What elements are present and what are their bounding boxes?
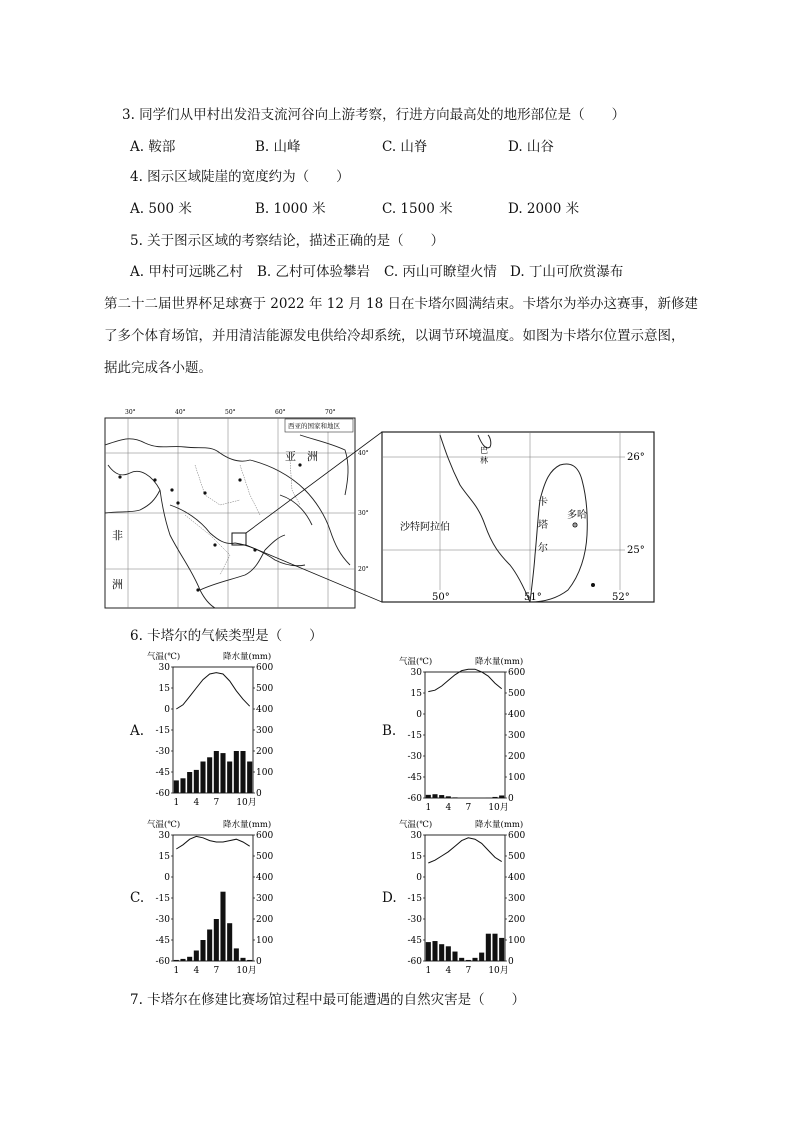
temp-tick-a: -60 (155, 789, 170, 799)
q6-label-a: A. (130, 723, 145, 739)
month-tick-d: 4 (445, 966, 452, 976)
precip-bar-a (240, 751, 245, 793)
temp-tick-d: 0 (416, 873, 422, 883)
temp-axis-title-c: 气温(℃) (147, 820, 181, 830)
plot-frame-b (425, 672, 505, 798)
temp-tick-c: -15 (155, 894, 170, 904)
precip-bar-c (194, 951, 199, 962)
precip-tick-d: 600 (508, 831, 526, 841)
precip-bar-a (207, 757, 212, 793)
temp-tick-c: 0 (164, 873, 170, 883)
temp-tick-d: -60 (407, 957, 422, 967)
temp-tick-b: -45 (407, 773, 422, 783)
lon-tick-70: 70° (325, 409, 336, 416)
climate-chart-a (145, 647, 285, 812)
temp-tick-c: -30 (155, 915, 170, 925)
lon-tick-40: 40° (175, 409, 186, 416)
temp-tick-b: -30 (407, 752, 422, 762)
precip-tick-b: 400 (508, 710, 526, 720)
q5-option-c: C. 丙山可瞭望火情 (384, 264, 497, 280)
climate-chart-b (397, 652, 537, 812)
q6-label-d: D. (382, 890, 397, 906)
month-tick-b: 7 (465, 803, 472, 812)
lat-tick-20: 20° (358, 566, 369, 573)
precip-bar-d (452, 952, 457, 961)
month-tick-a: 7 (213, 798, 220, 808)
temp-tick-d: 30 (410, 831, 422, 841)
precip-tick-c: 200 (256, 915, 274, 925)
temp-tick-d: -15 (407, 894, 422, 904)
temp-tick-d: -45 (407, 936, 422, 946)
q6-label-c: C. (130, 890, 145, 906)
temp-tick-c: -60 (155, 957, 170, 967)
precip-tick-b: 0 (508, 794, 514, 804)
precip-tick-a: 600 (256, 663, 274, 673)
precip-bar-a (247, 762, 252, 794)
month-tick-a: 4 (193, 798, 200, 808)
precip-tick-c: 300 (256, 894, 274, 904)
precip-tick-c: 100 (256, 936, 274, 946)
passage-line-1: 第二十二届世界杯足球赛于 2022 年 12 月 18 日在卡塔尔圆满结束。卡塔尔为举办这赛事，新修建 (104, 296, 698, 312)
precip-bar-d (479, 953, 484, 961)
temp-tick-a: 0 (164, 705, 170, 715)
precip-bar-a (227, 762, 232, 794)
precip-bar-b (452, 797, 457, 798)
q4-option-b: B. 1000 米 (255, 201, 326, 217)
q4-option-d: D. 2000 米 (508, 201, 580, 217)
precip-axis-title-a: 降水量(mm) (223, 652, 272, 662)
q4-option-c: C. 1500 米 (382, 201, 453, 217)
passage-line-2: 了多个体育场馆，并用清洁能源发电供给冷却系统，以调节环境温度。如图为卡塔尔位置示意图， (104, 328, 685, 344)
temp-tick-b: 0 (416, 710, 422, 720)
precip-bar-a (174, 780, 179, 793)
month-tick-a: 1 (173, 798, 180, 808)
precip-bar-b (446, 796, 451, 798)
precip-tick-c: 600 (256, 831, 274, 841)
precip-tick-d: 100 (508, 936, 526, 946)
month-tick-b: 1 (425, 803, 432, 812)
precip-bar-c (187, 957, 192, 961)
inset-lon-51: 51° (524, 592, 542, 603)
precip-bar-d (426, 942, 431, 961)
precip-tick-d: 400 (508, 873, 526, 883)
temp-tick-c: 30 (158, 831, 170, 841)
map-legend: 西亚的国家和地区 (288, 422, 340, 430)
precip-bar-d (439, 944, 444, 961)
q5-option-b: B. 乙村可体验攀岩 (257, 264, 371, 280)
precip-bar-b (439, 795, 444, 798)
precip-bar-d (432, 941, 437, 961)
precip-bar-d (446, 946, 451, 961)
precip-tick-a: 400 (256, 705, 274, 715)
precip-axis-title-b: 降水量(mm) (475, 657, 524, 667)
month-tick-b: 4 (445, 803, 452, 812)
month-tick-d: 10月 (488, 966, 509, 976)
q7-stem: 7. 卡塔尔在修建比赛场馆过程中最可能遭遇的自然灾害是（ ） (130, 992, 526, 1008)
precip-bar-c (234, 948, 239, 961)
q3-option-d: D. 山谷 (508, 139, 554, 155)
temp-tick-b: 15 (410, 689, 422, 699)
temp-tick-a: -45 (155, 768, 170, 778)
precip-tick-b: 500 (508, 689, 526, 699)
temp-tick-a: 30 (158, 663, 170, 673)
precip-bar-a (187, 772, 192, 793)
inset-lon-52: 52° (612, 592, 630, 603)
precip-bar-a (194, 770, 199, 793)
lon-tick-60: 60° (275, 409, 286, 416)
q4-stem: 4. 图示区域陡崖的宽度约为（ ） (130, 169, 350, 185)
precip-bar-a (200, 762, 205, 794)
inset-lat-26: 26° (627, 452, 645, 463)
precip-tick-b: 300 (508, 731, 526, 741)
precip-tick-b: 200 (508, 752, 526, 762)
temp-tick-b: -60 (407, 794, 422, 804)
temp-tick-a: -30 (155, 747, 170, 757)
precip-bar-a (220, 753, 225, 793)
precip-bar-a (214, 751, 219, 793)
inset-saudi-label: 沙特阿拉伯 (400, 522, 450, 533)
precip-bar-c (200, 940, 205, 961)
temp-tick-a: -15 (155, 726, 170, 736)
temp-axis-title-d: 气温(℃) (399, 820, 433, 830)
plot-frame-c (173, 835, 253, 961)
inset-qatar-char-1: 卡 (538, 497, 548, 508)
precip-bar-d (466, 960, 471, 961)
month-tick-a: 10月 (236, 798, 257, 808)
q3-option-c: C. 山脊 (382, 139, 428, 155)
inset-bahrain-1: 巴 (480, 446, 488, 455)
precip-tick-a: 200 (256, 747, 274, 757)
temp-line-d (428, 838, 501, 863)
precip-bar-b (492, 797, 497, 798)
precip-bar-c (220, 892, 225, 961)
qatar-location-map (100, 405, 660, 615)
island-marker (591, 583, 595, 587)
precip-bar-b (426, 795, 431, 798)
inset-doha-label: 多哈 (567, 510, 587, 521)
month-tick-c: 7 (213, 966, 220, 976)
precip-tick-a: 0 (256, 789, 262, 799)
month-tick-b: 10月 (488, 803, 509, 812)
temp-axis-title-b: 气温(℃) (399, 657, 433, 667)
inset-qatar-char-3: 尔 (538, 543, 548, 554)
precip-bar-a (234, 751, 239, 793)
month-tick-d: 7 (465, 966, 472, 976)
precip-tick-d: 500 (508, 852, 526, 862)
precip-tick-a: 300 (256, 726, 274, 736)
precip-axis-title-c: 降水量(mm) (223, 820, 272, 830)
precip-tick-c: 0 (256, 957, 262, 967)
inset-qatar-char-2: 塔 (538, 520, 548, 531)
climate-chart-d (397, 815, 537, 980)
q3-option-a: A. 鞍部 (130, 139, 176, 155)
temp-line-a (176, 673, 249, 709)
temp-tick-c: -45 (155, 936, 170, 946)
q5-option-a: A. 甲村可远眺乙村 (130, 264, 243, 280)
precip-bar-c (240, 958, 245, 961)
precip-tick-a: 500 (256, 684, 274, 694)
precip-bar-b (499, 795, 504, 798)
temp-tick-d: -30 (407, 915, 422, 925)
precip-bar-d (499, 938, 504, 961)
q6-label-b: B. (382, 723, 397, 739)
inset-bahrain-2: 林 (480, 456, 488, 465)
inset-lon-50: 50° (432, 592, 450, 603)
precip-bar-c (227, 923, 232, 961)
precip-bar-c (174, 960, 179, 961)
precip-tick-c: 400 (256, 873, 274, 883)
precip-bar-d (472, 958, 477, 961)
africa-label-1: 非 (112, 529, 123, 542)
doha-marker-dot (574, 524, 575, 525)
precip-tick-d: 300 (508, 894, 526, 904)
precip-tick-b: 100 (508, 773, 526, 783)
q5-option-d: D. 丁山可欣赏瀑布 (510, 264, 624, 280)
temp-tick-a: 15 (158, 684, 170, 694)
passage-line-3: 据此完成各小题。 (104, 360, 212, 376)
lon-tick-30: 30° (125, 409, 136, 416)
temp-line-b (428, 669, 501, 691)
lat-tick-40: 40° (358, 450, 369, 457)
q4-option-a: A. 500 米 (130, 201, 192, 217)
precip-bar-c (207, 930, 212, 962)
precip-bar-d (459, 958, 464, 961)
precip-bar-c (247, 960, 252, 961)
q5-stem: 5. 关于图示区域的考察结论，描述正确的是（ ） (130, 233, 445, 249)
climate-chart-c (145, 815, 285, 980)
temp-axis-title-a: 气温(℃) (147, 652, 181, 662)
precip-tick-d: 200 (508, 915, 526, 925)
temp-tick-d: 15 (410, 852, 422, 862)
precip-bar-d (492, 934, 497, 961)
precip-bar-c (180, 959, 185, 961)
temp-tick-b: 30 (410, 668, 422, 678)
precip-tick-d: 0 (508, 957, 514, 967)
precip-bar-c (214, 919, 219, 961)
q3-option-b: B. 山峰 (255, 139, 301, 155)
q3-stem: 3. 同学们从甲村出发沿支流河谷向上游考察，行进方向最高处的地形部位是（ ） (122, 107, 626, 123)
temp-line-c (176, 836, 249, 849)
month-tick-d: 1 (425, 966, 432, 976)
month-tick-c: 1 (173, 966, 180, 976)
lon-tick-50: 50° (225, 409, 236, 416)
precip-tick-b: 600 (508, 668, 526, 678)
inset-lat-25: 25° (627, 545, 645, 556)
q6-stem: 6. 卡塔尔的气候类型是（ ） (130, 628, 323, 644)
precip-tick-a: 100 (256, 768, 274, 778)
month-tick-c: 4 (193, 966, 200, 976)
precip-bar-b (432, 794, 437, 798)
lat-tick-30: 30° (358, 510, 369, 517)
temp-tick-b: -15 (407, 731, 422, 741)
asia-label: 亚 洲 (285, 450, 318, 463)
precip-bar-d (486, 934, 491, 961)
precip-axis-title-d: 降水量(mm) (475, 820, 524, 830)
month-tick-c: 10月 (236, 966, 257, 976)
precip-bar-a (180, 778, 185, 793)
africa-label-2: 洲 (112, 578, 123, 591)
precip-tick-c: 500 (256, 852, 274, 862)
temp-tick-c: 15 (158, 852, 170, 862)
